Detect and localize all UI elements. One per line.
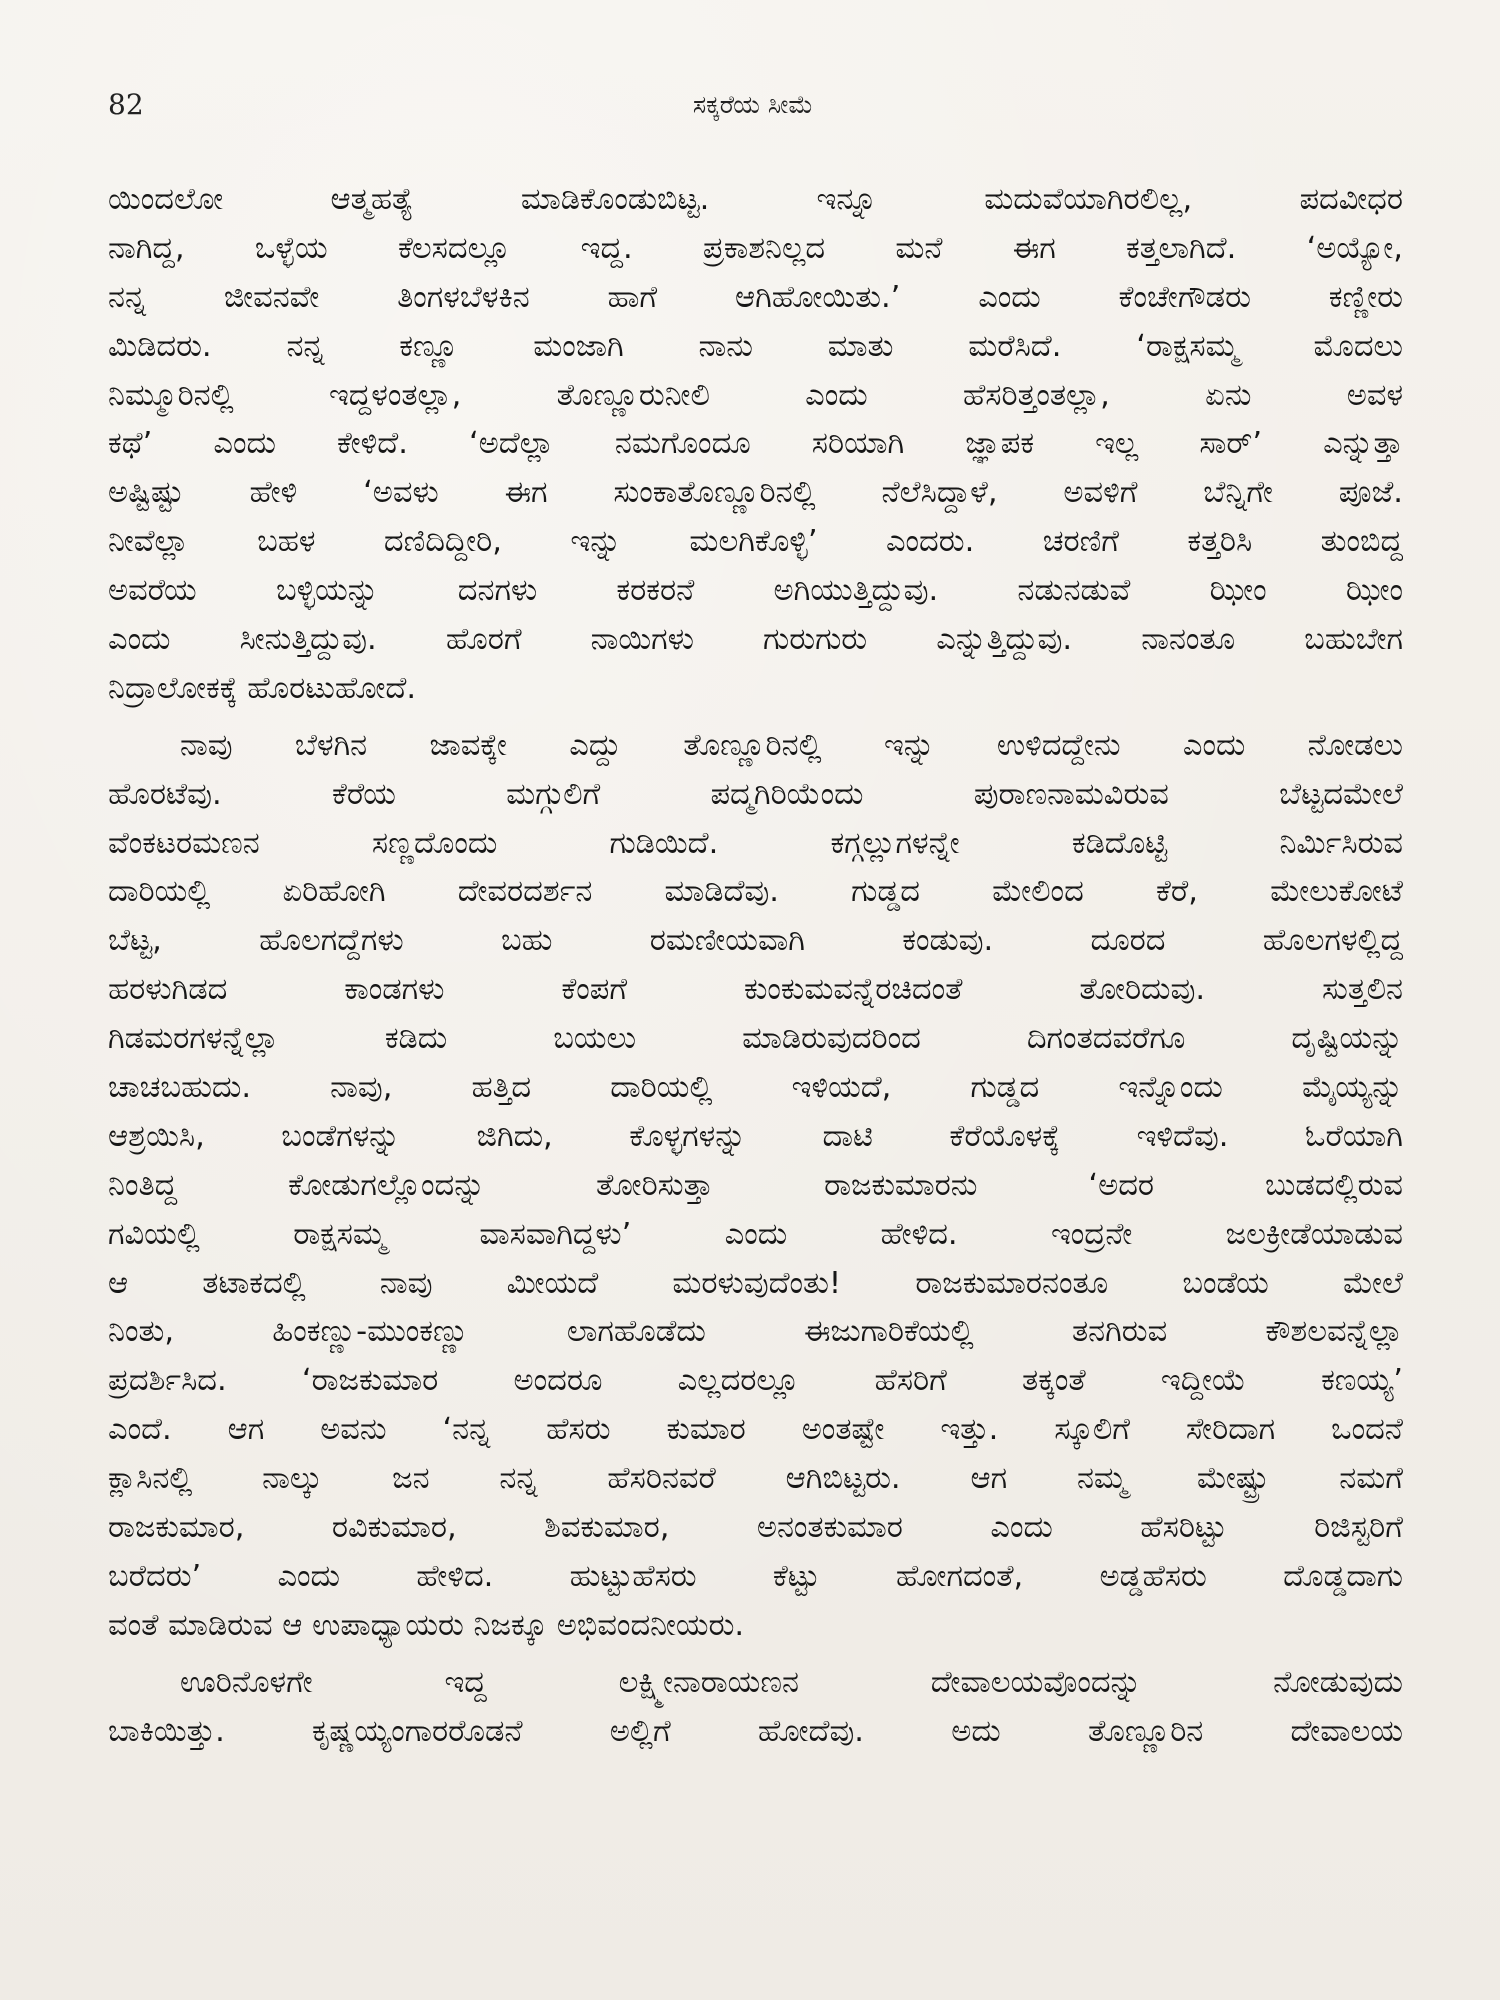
text-line: ರಾಜಕುಮಾರ, ರವಿಕುಮಾರ, ಶಿವಕುಮಾರ, ಅನಂತಕುಮಾರ ಎಂದು ಹೆಸರಿಟ್ಟು ರಿಜಿಸ್ಟರಿಗೆ [108, 1510, 1403, 1546]
text-line: ಬಾಕಿಯಿತ್ತು. ಕೃಷ್ಣಯ್ಯಂಗಾರರೊಡನೆ ಅಲ್ಲಿಗೆ ಹೋದೆವು. ಅದು ತೊಣ್ಣೂರಿನ ದೇವಾಲಯ [108, 1713, 1403, 1749]
page-header [108, 88, 1398, 128]
text-line: ನಿಂತು, ಹಿಂಕಣ್ಣು-ಮುಂಕಣ್ಣು ಲಾಗಹೊಡೆದು ಈಜುಗಾರಿಕೆಯಲ್ಲಿ ತನಗಿರುವ ಕೌಶಲವನ್ನೆಲ್ಲಾ [108, 1314, 1403, 1350]
body-text [108, 176, 1403, 1757]
text-line: ಬರೆದರು’ ಎಂದು ಹೇಳಿದ. ಹುಟ್ಟುಹೆಸರು ಕೆಟ್ಟು ಹೋಗದಂತೆ, ಅಡ್ಡಹೆಸರು ದೊಡ್ಡದಾಗು [108, 1558, 1403, 1594]
text-line: ಹೊರಟೆವು. ಕೆರೆಯ ಮಗ್ಗುಲಿಗೆ ಪದ್ಮಗಿರಿಯೆಂದು ಪುರಾಣನಾಮವಿರುವ ಬೆಟ್ಟದಮೇಲೆ [108, 776, 1403, 812]
text-line: ಚಾಚಬಹುದು. ನಾವು, ಹತ್ತಿದ ದಾರಿಯಲ್ಲಿ ಇಳಿಯದೆ, ಗುಡ್ಡದ ಇನ್ನೊಂದು ಮೈಯ್ಯನ್ನು [108, 1070, 1403, 1106]
text-line: ಊರಿನೊಳಗೇ ಇದ್ದ ಲಕ್ಷ್ಮೀನಾರಾಯಣನ ದೇವಾಲಯವೊಂದನ್ನು ನೋಡುವುದು [180, 1664, 1403, 1700]
text-line: ಆಶ್ರಯಿಸಿ, ಬಂಡೆಗಳನ್ನು ಜಿಗಿದು, ಕೊಳ್ಳಗಳನ್ನು ದಾಟಿ ಕೆರೆಯೊಳಕ್ಕೆ ಇಳಿದೆವು. ಓರೆಯಾಗಿ [108, 1118, 1403, 1154]
text-line: ಅಷ್ಟಿಷ್ಟು ಹೇಳಿ ‘ಅವಳು ಈಗ ಸುಂಕಾತೊಣ್ಣೂರಿನಲ್ಲಿ ನೆಲೆಸಿದ್ದಾಳೆ, ಅವಳಿಗೆ ಬೆನ್ನಿಗೇ ಪೂಜೆ. [108, 475, 1403, 511]
text-line: ಎಂದೆ. ಆಗ ಅವನು ‘ನನ್ನ ಹೆಸರು ಕುಮಾರ ಅಂತಷ್ಟೇ ಇತ್ತು. ಸ್ಕೂಲಿಗೆ ಸೇರಿದಾಗ ಒಂದನೆ [108, 1412, 1403, 1448]
text-line: ಕ್ಲಾಸಿನಲ್ಲಿ ನಾಲ್ಕು ಜನ ನನ್ನ ಹೆಸರಿನವರೆ ಆಗಿಬಿಟ್ಟರು. ಆಗ ನಮ್ಮ ಮೇಷ್ಟ್ರು ನಮಗೆ [108, 1461, 1403, 1497]
text-line: ನಾಗಿದ್ದ, ಒಳ್ಳೆಯ ಕೆಲಸದಲ್ಲೂ ಇದ್ದ. ಪ್ರಕಾಶನಿಲ್ಲದ ಮನೆ ಈಗ ಕತ್ತಲಾಗಿದೆ. ‘ಅಯ್ಯೋ, [108, 230, 1403, 266]
text-line: ಎಂದು ಸೀನುತ್ತಿದ್ದುವು. ಹೊರಗೆ ನಾಯಿಗಳು ಗುರುಗುರು ಎನ್ನುತ್ತಿದ್ದುವು. ನಾನಂತೂ ಬಹುಬೇಗ [108, 622, 1403, 658]
text-line: ಗವಿಯಲ್ಲಿ ರಾಕ್ಷಸಮ್ಮ ವಾಸವಾಗಿದ್ದಳು’ ಎಂದು ಹೇಳಿದ. ಇಂದ್ರನೇ ಜಲಕ್ರೀಡೆಯಾಡುವ [108, 1216, 1403, 1252]
paragraph-gap [108, 714, 1403, 722]
text-line: ವಂತೆ ಮಾಡಿರುವ ಆ ಉಪಾಧ್ಯಾಯರು ನಿಜಕ್ಕೂ ಅಭಿವಂದನೀಯರು. [108, 1607, 745, 1643]
text-line: ನಿಮ್ಮೂರಿನಲ್ಲಿ ಇದ್ದಳಂತಲ್ಲಾ, ತೊಣ್ಣೂರುನೀಲಿ ಎಂದು ಹೆಸರಿತ್ತಂತಲ್ಲಾ, ಏನು ಅವಳ [108, 377, 1403, 413]
text-line: ದಾರಿಯಲ್ಲಿ ಏರಿಹೋಗಿ ದೇವರದರ್ಶನ ಮಾಡಿದೆವು. ಗುಡ್ಡದ ಮೇಲಿಂದ ಕೆರೆ, ಮೇಲುಕೋಟೆ [108, 874, 1403, 910]
text-line: ಕಥೆ’ ಎಂದು ಕೇಳಿದೆ. ‘ಅದೆಲ್ಲಾ ನಮಗೊಂದೂ ಸರಿಯಾಗಿ ಜ್ಞಾಪಕ ಇಲ್ಲ ಸಾರ್’ ಎನ್ನುತ್ತಾ [108, 426, 1403, 462]
page-number: 82 [108, 88, 144, 121]
text-line: ಯಿಂದಲೋ ಆತ್ಮಹತ್ಯೆ ಮಾಡಿಕೊಂಡುಬಿಟ್ಟ. ಇನ್ನೂ ಮದುವೆಯಾಗಿರಲಿಲ್ಲ, ಪದವೀಧರ [108, 182, 1403, 217]
paragraph-gap [108, 1651, 1403, 1659]
text-line: ಆ ತಟಾಕದಲ್ಲಿ ನಾವು ಮೀಯದೆ ಮರಳುವುದೆಂತು! ರಾಜಕುಮಾರನಂತೂ ಬಂಡೆಯ ಮೇಲೆ [108, 1265, 1403, 1301]
text-line: ನಾವು ಬೆಳಗಿನ ಜಾವಕ್ಕೇ ಎದ್ದು ತೊಣ್ಣೂರಿನಲ್ಲಿ ಇನ್ನು ಉಳಿದದ್ದೇನು ಎಂದು ನೋಡಲು [180, 727, 1403, 763]
text-line: ಮಿಡಿದರು. ನನ್ನ ಕಣ್ಣೂ ಮಂಜಾಗಿ ನಾನು ಮಾತು ಮರೆಸಿದೆ. ‘ರಾಕ್ಷಸಮ್ಮ ಮೊದಲು [108, 328, 1403, 364]
text-line: ವೆಂಕಟರಮಣನ ಸಣ್ಣದೊಂದು ಗುಡಿಯಿದೆ. ಕಗ್ಗಲ್ಲುಗಳನ್ನೇ ಕಡಿದೊಟ್ಟಿ ನಿರ್ಮಿಸಿರುವ [108, 825, 1403, 861]
text-line: ನಿದ್ರಾಲೋಕಕ್ಕೆ ಹೊರಟುಹೋದೆ. [108, 670, 417, 706]
text-line: ನನ್ನ ಜೀವನವೇ ತಿಂಗಳಬೆಳಕಿನ ಹಾಗೆ ಆಗಿಹೋಯಿತು.’ ಎಂದು ಕೆಂಚೇಗೌಡರು ಕಣ್ಣೀರು [108, 279, 1403, 315]
running-head-title: ಸಕ್ಕರೆಯ ಸೀಮೆ [692, 90, 814, 119]
text-line: ಬೆಟ್ಟ, ಹೊಲಗದ್ದೆಗಳು ಬಹು ರಮಣೀಯವಾಗಿ ಕಂಡುವು. ದೂರದ ಹೊಲಗಳಲ್ಲಿದ್ದ [108, 923, 1403, 959]
text-line: ನೀವೆಲ್ಲಾ ಬಹಳ ದಣಿದಿದ್ದೀರಿ, ಇನ್ನು ಮಲಗಿಕೊಳ್ಳಿ’ ಎಂದರು. ಚರಣಿಗೆ ಕತ್ತರಿಸಿ ತುಂಬಿದ್ದ [108, 524, 1403, 560]
text-line: ಅವರೆಯ ಬಳ್ಳಿಯನ್ನು ದನಗಳು ಕರಕರನೆ ಅಗಿಯುತ್ತಿದ್ದುವು. ನಡುನಡುವೆ ಝೀಂ ಝೀಂ [108, 573, 1403, 609]
text-line: ನಿಂತಿದ್ದ ಕೋಡುಗಲ್ಲೊಂದನ್ನು ತೋರಿಸುತ್ತಾ ರಾಜಕುಮಾರನು ‘ಅದರ ಬುಡದಲ್ಲಿರುವ [108, 1167, 1403, 1203]
text-line: ಪ್ರದರ್ಶಿಸಿದ. ‘ರಾಜಕುಮಾರ ಅಂದರೂ ಎಲ್ಲದರಲ್ಲೂ ಹೆಸರಿಗೆ ತಕ್ಕಂತೆ ಇದ್ದೀಯೆ ಕಣಯ್ಯ’ [108, 1363, 1403, 1399]
text-line: ಹರಳುಗಿಡದ ಕಾಂಡಗಳು ಕೆಂಪಗೆ ಕುಂಕುಮವನ್ನೆರಚಿದಂತೆ ತೋರಿದುವು. ಸುತ್ತಲಿನ [108, 972, 1403, 1008]
text-line: ಗಿಡಮರಗಳನ್ನೆಲ್ಲಾ ಕಡಿದು ಬಯಲು ಮಾಡಿರುವುದರಿಂದ ದಿಗಂತದವರೆಗೂ ದೃಷ್ಟಿಯನ್ನು [108, 1021, 1403, 1057]
